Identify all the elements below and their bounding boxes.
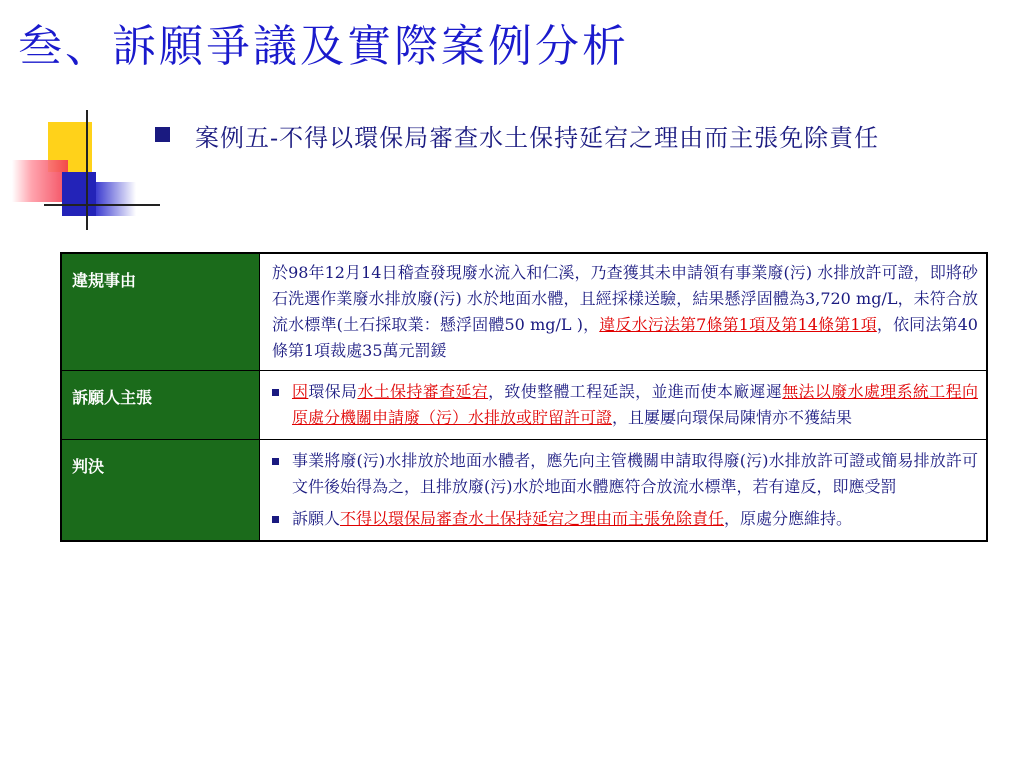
ruling-item-1-text: 事業將廢(污)水排放於地面水體者，應先向主管機關申請取得廢(污)水排放許可證或簡易排放許可文件後始得為之，且排放廢(污)水於地面水體應符合放流水標準，若有違反，即應受罰 <box>292 451 978 496</box>
ruling-label: 判決 <box>61 440 260 542</box>
ruling-content <box>260 440 988 542</box>
square-bullet-icon <box>272 389 279 396</box>
square-bullet-icon <box>272 458 279 465</box>
ruling-highlight: 不得以環保局審查水土保持延宕之理由而主張免除責任 <box>340 509 725 528</box>
list-item <box>272 379 978 431</box>
claim-highlight-3: 無法以廢水處理系統工程向原處分機關申請廢（污）水排放或貯留許可證 <box>292 382 978 427</box>
table-row-ruling <box>61 440 987 542</box>
ruling-item-2-text-2: ，原處分應維持。 <box>724 509 853 528</box>
case-heading <box>155 120 1005 156</box>
ruling-item-2-text-1: 訴願人 <box>292 509 341 528</box>
list-item <box>272 448 978 500</box>
list-item <box>272 506 978 532</box>
decorative-logo <box>0 100 160 230</box>
violation-content <box>260 253 988 371</box>
table-row-violation <box>61 253 987 371</box>
square-bullet-icon <box>155 127 170 142</box>
case-heading-text: 案例五-不得以環保局審查水土保持延宕之理由而主張免除責任 <box>195 124 880 152</box>
claim-content <box>260 371 988 440</box>
claim-text-2: ，致使整體工程延誤，並進而使本廠遲遲 <box>488 382 783 401</box>
violation-law-highlight: 違反水污法第7條第1項及第14條第1項 <box>599 315 877 334</box>
violation-label: 違規事由 <box>61 253 260 371</box>
violation-text-2: ，依同法第40條第1項裁處35萬元罰鍰 <box>272 315 978 360</box>
table-row-claim <box>61 371 987 440</box>
claim-text-3: ，且屢屢向環保局陳情亦不獲結果 <box>612 408 853 427</box>
slide-title: 叁、訴願爭議及實際案例分析 <box>18 21 629 72</box>
claim-text-1: 環保局 <box>308 382 358 401</box>
claim-highlight-1: 因 <box>292 382 309 401</box>
claim-label: 訴願人主張 <box>61 371 260 440</box>
case-table <box>60 252 988 542</box>
square-bullet-icon <box>272 516 279 523</box>
violation-text-1: 於98年12月14日稽查發現廢水流入和仁溪，乃查獲其未申請領有事業廢(污) 水排放許可證，即將砂石洗選作業廢水排放廢(污) 水於地面水體，且經採樣送驗，結果懸浮固體為3,720 mg/L，未符合放流水標準(土石採取業：懸浮固體50 mg/L )， <box>272 263 978 334</box>
claim-highlight-2: 水土保持審查延宕 <box>357 382 489 401</box>
